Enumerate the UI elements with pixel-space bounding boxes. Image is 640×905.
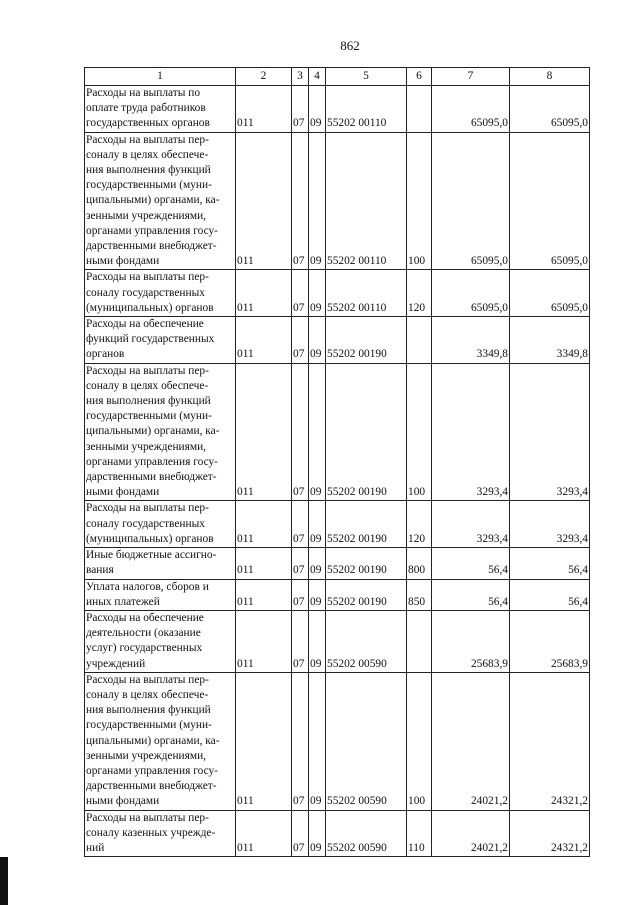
cell-amount-8: 3293,4 bbox=[510, 363, 590, 501]
cell-code-4: 09 bbox=[309, 548, 326, 579]
row-name: Расходы на выплаты пер- соналу в целях обеспече- ния выполнения функций государственными (муни- ципальными) органами, ка- зенными учреждениями, органами управления госу- дарственными внебюджет- ными фондами bbox=[85, 132, 236, 270]
cell-amount-7: 25683,9 bbox=[432, 610, 510, 672]
row-name: Расходы на выплаты пер- соналу в целях обеспече- ния выполнения функций государственными (муни- ципальными) органами, ка- зенными учреждениями, органами управления госу- дарственными внебюджет- ными фондами bbox=[85, 672, 236, 810]
cell-code-4: 09 bbox=[309, 317, 326, 364]
cell-code-4: 09 bbox=[309, 132, 326, 270]
cell-code-4: 09 bbox=[309, 270, 326, 317]
cell-amount-8: 24321,2 bbox=[510, 672, 590, 810]
table-body bbox=[85, 86, 590, 857]
cell-code-3: 07 bbox=[292, 501, 309, 548]
cell-amount-7: 3293,4 bbox=[432, 363, 510, 501]
table-row bbox=[85, 548, 590, 579]
header-col-5: 5 bbox=[326, 68, 407, 86]
cell-code-6: 100 bbox=[407, 363, 432, 501]
cell-amount-7: 56,4 bbox=[432, 548, 510, 579]
scan-margin-mark bbox=[0, 857, 8, 905]
cell-code-4: 09 bbox=[309, 579, 326, 610]
cell-amount-8: 3293,4 bbox=[510, 501, 590, 548]
cell-code-3: 07 bbox=[292, 579, 309, 610]
cell-amount-8: 65095,0 bbox=[510, 270, 590, 317]
header-row bbox=[85, 68, 590, 86]
cell-code-6: 120 bbox=[407, 501, 432, 548]
cell-code-6 bbox=[407, 317, 432, 364]
cell-code-2: 011 bbox=[236, 579, 292, 610]
cell-amount-7: 65095,0 bbox=[432, 132, 510, 270]
cell-amount-8: 24321,2 bbox=[510, 810, 590, 857]
budget-table bbox=[84, 67, 590, 857]
cell-code-6: 850 bbox=[407, 579, 432, 610]
page-number: 862 bbox=[340, 38, 360, 53]
cell-code-5: 55202 00590 bbox=[326, 672, 407, 810]
cell-code-2: 011 bbox=[236, 86, 292, 133]
cell-code-5: 55202 00190 bbox=[326, 579, 407, 610]
cell-code-5: 55202 00110 bbox=[326, 132, 407, 270]
cell-amount-8: 56,4 bbox=[510, 579, 590, 610]
cell-code-3: 07 bbox=[292, 363, 309, 501]
cell-code-2: 011 bbox=[236, 610, 292, 672]
cell-code-3: 07 bbox=[292, 610, 309, 672]
header-col-8: 8 bbox=[510, 68, 590, 86]
table-row bbox=[85, 810, 590, 857]
cell-code-2: 011 bbox=[236, 672, 292, 810]
table-row bbox=[85, 672, 590, 810]
cell-amount-7: 56,4 bbox=[432, 579, 510, 610]
cell-code-5: 55202 00110 bbox=[326, 270, 407, 317]
cell-code-5: 55202 00190 bbox=[326, 501, 407, 548]
cell-code-2: 011 bbox=[236, 548, 292, 579]
table-row bbox=[85, 132, 590, 270]
header-col-2: 2 bbox=[236, 68, 292, 86]
header-col-4: 4 bbox=[309, 68, 326, 86]
row-name: Уплата налогов, сборов и иных платежей bbox=[85, 579, 236, 610]
cell-code-3: 07 bbox=[292, 672, 309, 810]
row-name: Расходы на выплаты пер- соналу казенных учрежде- ний bbox=[85, 810, 236, 857]
cell-amount-8: 65095,0 bbox=[510, 86, 590, 133]
table-row bbox=[85, 610, 590, 672]
cell-code-4: 09 bbox=[309, 363, 326, 501]
cell-amount-7: 24021,2 bbox=[432, 672, 510, 810]
cell-code-3: 07 bbox=[292, 810, 309, 857]
table-row bbox=[85, 86, 590, 133]
cell-code-2: 011 bbox=[236, 810, 292, 857]
cell-amount-7: 3293,4 bbox=[432, 501, 510, 548]
cell-amount-7: 3349,8 bbox=[432, 317, 510, 364]
cell-code-5: 55202 00110 bbox=[326, 86, 407, 133]
cell-amount-8: 56,4 bbox=[510, 548, 590, 579]
row-name: Расходы на выплаты пер- соналу в целях обеспече- ния выполнения функций государственными (муни- ципальными) органами, ка- зенными учреждениями, органами управления госу- дарственными внебюджет- ными фондами bbox=[85, 363, 236, 501]
header-col-3: 3 bbox=[292, 68, 309, 86]
table-row bbox=[85, 501, 590, 548]
cell-code-5: 55202 00190 bbox=[326, 548, 407, 579]
row-name: Расходы на выплаты пер- соналу государственных (муниципальных) органов bbox=[85, 501, 236, 548]
header-col-1: 1 bbox=[85, 68, 236, 86]
cell-code-6: 100 bbox=[407, 132, 432, 270]
cell-code-2: 011 bbox=[236, 363, 292, 501]
cell-amount-8: 25683,9 bbox=[510, 610, 590, 672]
cell-code-4: 09 bbox=[309, 86, 326, 133]
cell-code-4: 09 bbox=[309, 672, 326, 810]
header-col-7: 7 bbox=[432, 68, 510, 86]
table-row bbox=[85, 317, 590, 364]
cell-code-6 bbox=[407, 610, 432, 672]
cell-code-3: 07 bbox=[292, 317, 309, 364]
cell-code-4: 09 bbox=[309, 610, 326, 672]
cell-code-5: 55202 00190 bbox=[326, 363, 407, 501]
cell-code-2: 011 bbox=[236, 270, 292, 317]
cell-code-2: 011 bbox=[236, 132, 292, 270]
cell-code-6 bbox=[407, 86, 432, 133]
cell-code-6: 100 bbox=[407, 672, 432, 810]
cell-code-5: 55202 00190 bbox=[326, 317, 407, 364]
header-col-6: 6 bbox=[407, 68, 432, 86]
cell-code-4: 09 bbox=[309, 501, 326, 548]
cell-amount-7: 65095,0 bbox=[432, 270, 510, 317]
cell-code-3: 07 bbox=[292, 548, 309, 579]
cell-code-2: 011 bbox=[236, 317, 292, 364]
row-name: Расходы на обеспечение деятельности (оказание услуг) государственных учреждений bbox=[85, 610, 236, 672]
cell-amount-8: 3349,8 bbox=[510, 317, 590, 364]
table-row bbox=[85, 363, 590, 501]
row-name: Расходы на обеспечение функций государственных органов bbox=[85, 317, 236, 364]
cell-code-4: 09 bbox=[309, 810, 326, 857]
cell-code-5: 55202 00590 bbox=[326, 610, 407, 672]
cell-amount-7: 24021,2 bbox=[432, 810, 510, 857]
table-row bbox=[85, 270, 590, 317]
cell-amount-7: 65095,0 bbox=[432, 86, 510, 133]
cell-code-6: 120 bbox=[407, 270, 432, 317]
cell-code-6: 800 bbox=[407, 548, 432, 579]
cell-code-3: 07 bbox=[292, 132, 309, 270]
row-name: Иные бюджетные ассигно- вания bbox=[85, 548, 236, 579]
cell-code-5: 55202 00590 bbox=[326, 810, 407, 857]
row-name: Расходы на выплаты пер- соналу государственных (муниципальных) органов bbox=[85, 270, 236, 317]
cell-code-3: 07 bbox=[292, 86, 309, 133]
cell-code-2: 011 bbox=[236, 501, 292, 548]
cell-code-3: 07 bbox=[292, 270, 309, 317]
cell-code-6: 110 bbox=[407, 810, 432, 857]
table-row bbox=[85, 579, 590, 610]
cell-amount-8: 65095,0 bbox=[510, 132, 590, 270]
row-name: Расходы на выплаты по оплате труда работников государственных органов bbox=[85, 86, 236, 133]
